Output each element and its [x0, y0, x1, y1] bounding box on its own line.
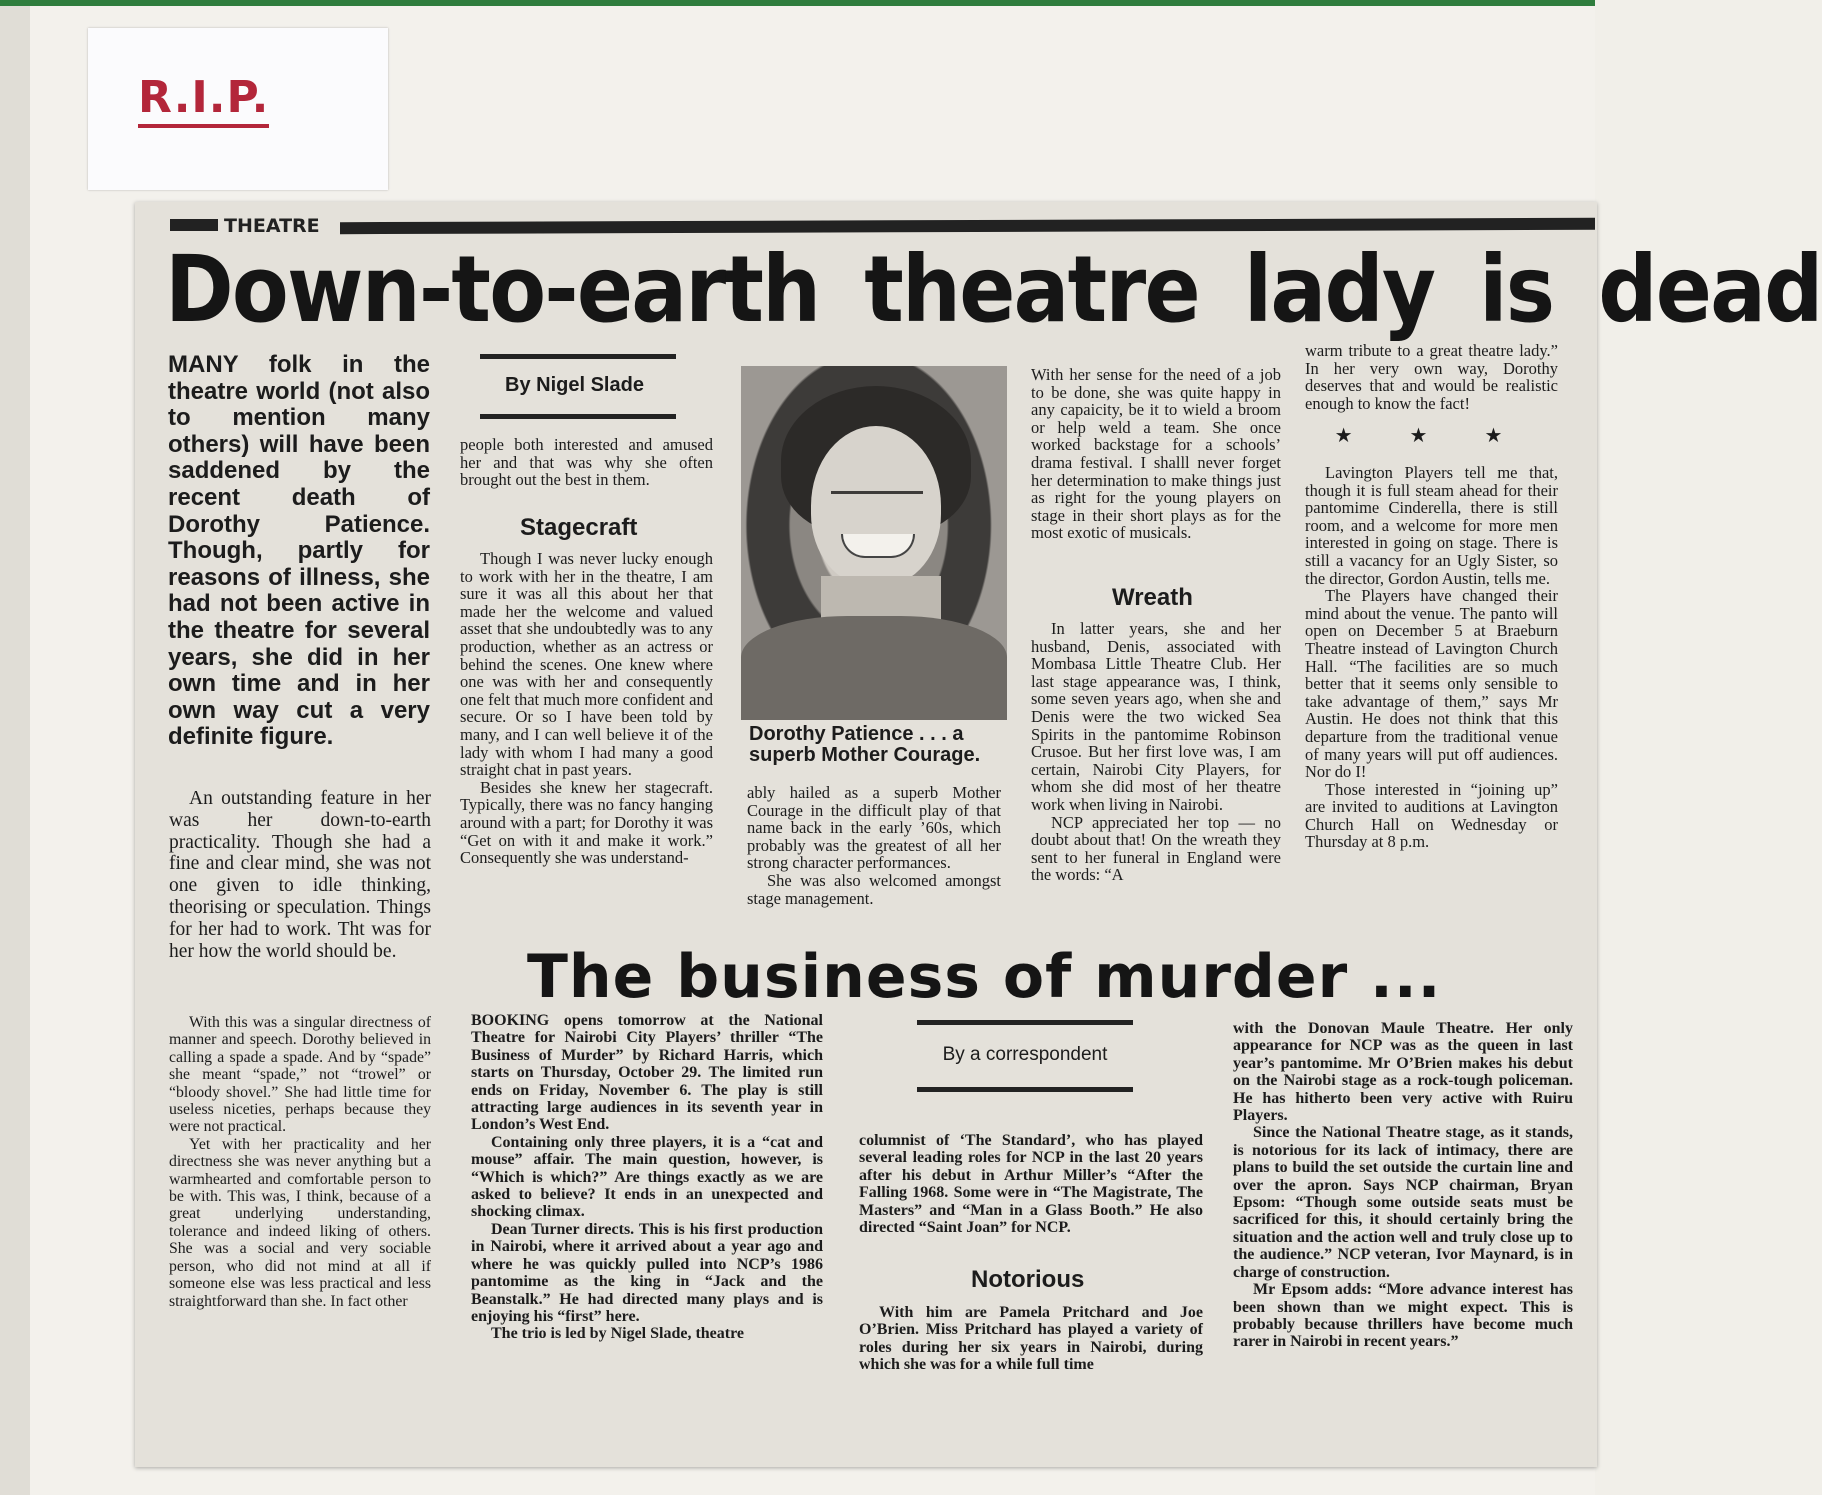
article1-col4-body — [1031, 620, 1281, 884]
paragraph: The trio is led by Nigel Slade, theatre — [491, 1325, 745, 1343]
photo-eyes — [831, 491, 923, 502]
paragraph: Those interested in “joining up” are invited to auditions at Lavington Church Hall on Wednesday or Thursday at 8 p.m. — [1305, 779, 1558, 852]
photo-caption: Dorothy Patience . . . a superb Mother Courage. — [749, 723, 981, 766]
paragraph: In latter years, she and her husband, Denis, associated with Mombasa Little Theatre Club. Her last stage appearance was, I think, some seven years ago, when she and Denis were the two wicked Sea Spirits in the pantomime Robinson Crusoe. But her first love was, I am certain, Nairobi City Players, for whom she did most of her theatre work when living in Nairobi. — [1031, 619, 1281, 814]
paragraph: Lavington Players tell me that, though it is full steam ahead for their pantomime Cinderella, there is still room, and a welcome for more men interested in going on stage. There is still a vacancy for an Ugly Sister, so the director, Gordon Austin, tells me. — [1305, 463, 1558, 588]
article1-col5-body — [1305, 464, 1558, 851]
paragraph: The Players have changed their mind about the venue. The panto will open on December 5 at Braeburn Theatre instead of Lavington Church Hall. “The facilities are so much better that it seems only sensible to take advantage of them,” says Mr Austin. He does not think that this departure from the traditional venue of many years will put off audiences. Nor do I! — [1305, 586, 1558, 782]
byline2-rule-bottom — [917, 1087, 1133, 1092]
paragraph: Dean Turner directs. This is his first production in Nairobi, where it arrived about a year ago and where he was quickly pulled into NCP’s 1986 pantomime as the king in “Jack and the Beanstalk.” He had directed many plays and is enjoying his “first” here. — [471, 1220, 823, 1325]
article2-col2-para1 — [859, 1132, 1203, 1236]
star-divider: ★ ★ ★ — [1334, 425, 1529, 447]
portrait-photo — [741, 366, 1007, 720]
paragraph: BOOKING opens tomorrow at the National Theatre for Nairobi City Players’ thriller “The Business of Murder” by Richard Harris, which starts on Thursday, October 29. The limited run ends on Friday, November 6. The play is still attracting large audiences in its seventh year in London’s West End. — [471, 1012, 823, 1134]
rip-label-card — [88, 28, 388, 190]
section-rule — [170, 215, 1595, 237]
article1-byline: By Nigel Slade — [505, 374, 644, 396]
byline-rule-bottom — [480, 414, 676, 419]
article1-col1-para2 — [169, 788, 431, 962]
paragraph: people both interested and amused her and that was why she often brought out the best in them. — [460, 435, 713, 490]
main-headline: Down-to-earth theatre lady is dead — [165, 236, 1822, 343]
paragraph: Mr Epsom adds: “More advance interest has been shown than we might expect. This is probably because thrillers have become much rarer in Nairobi in recent years.” — [1233, 1281, 1573, 1351]
paragraph: With him are Pamela Pritchard and Joe O’Brien. Miss Pritchard has played a variety of roles during her six years in Nairobi, during which she was for a while full time — [859, 1304, 1203, 1374]
article1-col1-para3 — [169, 1014, 431, 1310]
article2-col3 — [1233, 1020, 1573, 1351]
paragraph: Since the National Theatre stage, as it stands, is notorious for its lack of intimacy, there are plans to build the set outside the curtain line and over the apron. Says NCP chairman, Bryan Epsom: “Though some outside seats must be sacrificed for this, it should certainly bring the situation and the action well and truly close up to the audience.” NCP veteran, Ivor Maynard, is in charge of construction. — [1233, 1124, 1573, 1281]
paragraph: Containing only three players, it is a “cat and mouse” affair. The main question, however, is “Which is which?” Are things exactly as we are asked to believe? It ends in an unexpected and shocking climax. — [471, 1133, 823, 1221]
photo-dress — [741, 616, 1007, 720]
photo-face — [811, 426, 941, 586]
paragraph: An outstanding feature in her was her down-to-earth practicality. Though she had a fine and clear mind, she was not one given to idle thinking, theorising or speculation. Things for her had to work. Tht was for her how the world should be. — [169, 788, 431, 962]
paragraph: columnist of ‘The Standard’, who has played several leading roles for NCP in the last 20 years after his debut in Arthur Miller’s “After the Falling 1968. Some were in “The Magistrate, The Masters” and “Man in a Glass Booth.” He also directed “Saint Joan” for NCP. — [859, 1132, 1203, 1237]
second-headline: The business of murder ... — [527, 942, 1442, 1012]
article2-col1 — [471, 1012, 823, 1343]
article1-lead: MANY folk in the theatre world (not also to mention many others) will have been saddened by the recent death of Dorothy Patience. Though, partly for reasons of illness, she had not been active in the theatre for several years, she did in her own time and in her own way cut a very definite figure. — [168, 351, 430, 751]
paragraph: with the Donovan Maule Theatre. Her only appearance for NCP was as the queen in last year’s pantomime. Mr O’Brien makes his debut on the Nairobi stage as a rock-tough policeman. He has hitherto been very active with Ruiru Players. — [1233, 1020, 1573, 1125]
subhead-stagecraft: Stagecraft — [520, 514, 638, 541]
newspaper-clipping — [135, 202, 1822, 1467]
byline-rule-top — [480, 354, 676, 359]
rip-label-text: R.I.P. — [138, 74, 269, 128]
article1-col2-body — [460, 550, 713, 867]
article2-byline: By a correspondent — [942, 1044, 1108, 1065]
paragraph: Yet with her practicality and her directness she was never anything but a warmhearted and comfortable person to be with. This was, I think, because of a great underlying understanding, tolerance and indeed liking of others. She was a social and very sociable person, who did not mind at all if someone else was less practical and less straightforward than she. In fact other — [169, 1135, 431, 1310]
subhead-notorious: Notorious — [971, 1266, 1085, 1293]
paragraph: Though I was never lucky enough to work with her in the theatre, I am sure it was all this about her that made her the welcome and valued asset that she undoubtedly was to any production, whether as an actress or behind the scenes. One knew where one was with her and consequently one felt that much more confident and secure. Or so I have been told by many, and I can well believe it of the lady with whom I had many a good straight chat in past years. — [460, 549, 713, 780]
paragraph: She was also welcomed amongst stage management. — [747, 870, 1001, 908]
paragraph: NCP appreciated her top — no doubt about that! On the wreath they sent to her funeral in England were the words: “A — [1031, 812, 1281, 885]
paragraph: With this was a singular directness of manner and speech. Dorothy believed in calling a spade a spade. And by “spade” she meant “spade,” not “trowel” or “bloody shovel.” She had little time for useless niceties, perhaps because they were not practical. — [169, 1014, 431, 1136]
article1-col2-para1 — [460, 436, 713, 489]
article1-col5-para1 — [1305, 342, 1558, 412]
article1-col3-body — [747, 784, 1001, 907]
paragraph: ably hailed as a superb Mother Courage in the difficult play of that name back in the early ’60s, which probably was the greatest of all her strong character performances. — [747, 783, 1001, 873]
byline2-rule-top — [917, 1020, 1133, 1025]
paragraph: warm tribute to a great theatre lady.” In her very own way, Dorothy deserves that and would be realistic enough to know the fact! — [1305, 341, 1558, 413]
article1-col4-para1 — [1031, 366, 1281, 542]
album-page — [30, 6, 1822, 1495]
paragraph: Besides she knew her stagecraft. Typically, there was no fancy hanging around with a part; for Dorothy it was “Get on with it and make it work.” Consequently she was understand- — [460, 777, 713, 868]
article2-col2-para2 — [859, 1304, 1203, 1374]
section-rule-bar-left — [170, 219, 218, 231]
subhead-wreath: Wreath — [1112, 584, 1193, 611]
album-page-edge — [0, 6, 31, 1495]
paragraph: With her sense for the need of a job to be done, she was quite happy in any capaicity, be it to wield a broom or help weld a team. She once worked backstage for a schools’ drama festival. I shalll never forget her determination to make things just as right for the young players on stage in their short plays as for the most exotic of musicals. — [1031, 365, 1281, 543]
section-label: THEATRE — [224, 215, 320, 237]
section-rule-bar-right — [340, 218, 1595, 234]
